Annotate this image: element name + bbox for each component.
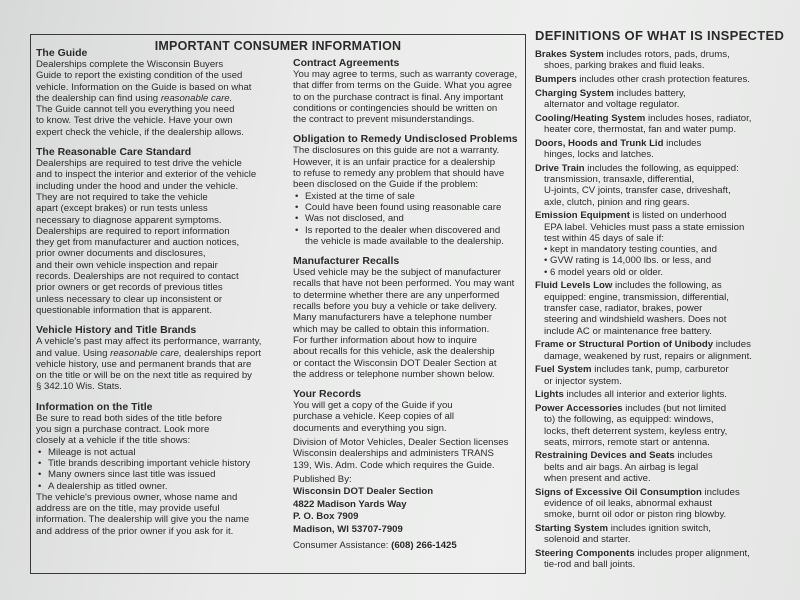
definition-text: includes [701,486,740,498]
title-info-line: you sign a purchase contract. Look more [36,424,210,436]
list-item: • Was not disclosed, and [293,213,521,224]
obligation-line: been disclosed on the Guide if the problem: [293,179,479,191]
records-line: You will get a copy of the Guide if you [293,400,453,412]
definition-text: • kept in mandatory testing counties, and [544,244,717,256]
obligation-line: to refuse to remedy any problem that should have [293,168,505,180]
definitions-list [535,49,790,571]
reasonable-care-italic: reasonable care. [160,92,233,104]
history-line: on the title or will be on the next title as required by [36,370,252,382]
records-line: purchase a vehicle. Keep copies of all [293,411,455,423]
definition-text: includes [674,450,713,462]
definition-first-line [535,339,790,350]
reasonable-care-line: including under the hood and under the vehicle. [36,180,239,192]
records-line: Division of Motor Vehicles, Dealer Section licenses [293,437,509,449]
definition-first-line [535,403,790,414]
definition-term: Cooling/Heating System [535,112,646,124]
definition-term: Fluid Levels Low [535,280,613,292]
definition-text: belts and air bags. An airbag is legal [544,461,699,473]
definition-item [535,74,790,85]
definition-text: steering and windshield washers. Does not [544,314,727,326]
definition-item [535,280,790,336]
definition-term: Drive Train [535,162,585,174]
guide-line: Guide to report the existing condition of the used [36,70,243,82]
definition-term: Power Accessories [535,402,623,414]
title-info-line: and address of the prior owner if you ask for it. [36,525,234,537]
recalls-line: recalls before you buy a vehicle or take delivery. [293,301,498,313]
definition-first-line [535,88,790,99]
definition-item [535,88,790,111]
records-heading: Your Records [293,388,362,401]
definition-first-line [535,210,790,221]
guide-line: Dealerships complete the Wisconsin Buyers [36,59,224,70]
history-heading: Vehicle History and Title Brands [36,324,197,337]
definition-text: includes rotors, pads, drums, [603,49,730,60]
definition-text: test within 45 days of sale if: [544,232,664,244]
records-line: Wisconsin dealerships and administers TRANS [293,448,494,460]
definition-text: solenoid and starter. [544,534,631,546]
guide-line: The Guide cannot tell you everything you need [36,104,235,116]
definition-term: Charging System [535,87,614,99]
reasonable-care-line: prior owner documents and disclosures, [36,248,206,260]
definition-text: transfer case, radiator, brakes, power [544,302,703,314]
definition-first-line [535,389,790,400]
definition-term: Brakes System [535,49,604,60]
publisher-street: 4822 Madison Yards Way [293,498,407,510]
definition-first-line [535,364,790,375]
definition-first-line [535,113,790,124]
recalls-heading: Manufacturer Recalls [293,255,400,268]
recalls-line: the address or telephone number shown below. [293,368,495,380]
reasonable-care-line: apart (except brakes) or run tests unless [36,203,208,215]
definition-first-line [535,138,790,149]
contract-heading: Contract Agreements [293,57,400,69]
definition-text: smoke, burnt oil odor or piston ring blowby. [544,509,727,521]
reasonable-care-italic: reasonable care, [110,347,182,359]
reasonable-care-heading: The Reasonable Care Standard [36,146,192,159]
definition-term: Steering Components [535,548,635,560]
definitions-title: DEFINITIONS OF WHAT IS INSPECTED [535,28,785,43]
contract-line: conditions or contingencies should be written on [293,102,498,114]
definitions-column [535,28,790,573]
list-item: • A dealership as titled owner. [36,481,286,492]
title-info-bullets [36,447,286,492]
definition-text: includes the following, as [612,280,722,292]
reasonable-care-line: They are not required to take the vehicle [36,191,208,203]
history-line-text: dealerships report [181,347,262,359]
title-info-line: address are on the title, may provide useful [36,503,220,515]
definition-text: locks, theft deterrent system, keyless entry, [544,425,728,437]
reasonable-care-line: unless necessary to clear up inconsistent or [36,293,223,305]
definition-first-line [535,280,790,291]
history-line-text: and value. Using [36,347,111,359]
definition-text: or injector system. [544,375,622,387]
definition-text: seats, mirrors, remote start or antenna. [544,436,710,448]
definition-text: includes battery, [613,87,686,99]
reasonable-care-line: they get from manufacturer and auction notices, [36,237,240,249]
history-line: § 342.10 Wis. Stats. [36,381,122,393]
recalls-line: recalls that have not been performed. You may want [293,278,515,290]
publisher-name: Wisconsin DOT Dealer Section [293,486,434,498]
publisher-po-box: P. O. Box 7909 [293,511,359,523]
definition-text: axle, clutch, pinion and ring gears. [544,196,690,208]
guide-line: to know. Test drive the vehicle. Have your own [36,115,233,127]
reasonable-care-line: and their own vehicle inspection and repair [36,259,218,271]
definition-first-line [535,49,790,60]
definition-item [535,49,790,72]
definition-item [535,163,790,208]
reasonable-care-line: Dealerships are required to test drive the vehicle [36,158,242,170]
definition-text: is listed on underhood [629,210,727,222]
obligation-line: However, it is an unfair practice for a dealership [293,156,496,168]
definition-text: alternator and voltage regulator. [544,98,680,110]
definition-text: includes all interior and exterior lights. [563,389,727,401]
definition-item [535,389,790,400]
guide-line [36,93,286,104]
definition-first-line [535,163,790,174]
definition-text: includes other crash protection features. [576,73,750,85]
list-item: • Could have been found using reasonable care [293,202,521,213]
contract-line: that differ from terms on the Guide. What you agree [293,80,512,92]
consumer-assistance-label: Consumer Assistance: [293,540,389,552]
publisher-city: Madison, WI 53707-7909 [293,523,403,535]
reasonable-care-line: prior owners or get records of previous titles [36,282,223,294]
records-line: documents and everything you sign. [293,422,447,434]
title-info-line: closely at a vehicle if the title shows: [36,435,191,447]
consumer-assistance-phone: (608) 266-1425 [391,540,457,552]
definition-text: • 6 model years old or older. [544,266,664,278]
recalls-line: or contact the Wisconsin DOT Dealer Section at [293,357,497,369]
definition-term: Restraining Devices and Seats [535,450,675,462]
list-item: • Title brands describing important vehicle history [36,458,286,469]
definition-text: heater core, thermostat, fan and water pump. [544,123,736,135]
guide-line: vehicle. Information on the Guide is based on what [36,81,252,93]
definition-text: • GVW rating is 14,000 lbs. or less, and [544,255,712,267]
list-item: • Many owners since last title was issued [36,469,286,480]
definition-text: to) the following, as equipped: windows, [544,414,714,426]
consumer-assistance [293,540,521,552]
definition-text: equipped: engine, transmission, differential, [544,291,729,303]
definition-item [535,548,790,571]
definition-text: evidence of oil leaks, abnormal exhaust [544,498,712,510]
title-info-line: information. The dealership will give you the name [36,514,250,526]
definition-text: includes the following, as equipped: [584,162,739,174]
guide-line: expert check the vehicle, if the dealership allows. [36,126,244,138]
definition-text: EPA label. Vehicles must pass a state emission [544,221,745,233]
definition-text: includes tank, pump, carburetor [591,364,729,376]
definition-first-line [535,74,790,85]
list-item: • Is reported to the dealer when discovered and [293,225,521,236]
definition-term: Frame or Structural Portion of Unibody [535,339,714,351]
definition-item [535,339,790,362]
contract-line: the contract to prevent misunderstandings. [293,114,475,126]
list-item: • Existed at the time of sale [293,191,521,202]
contract-line: You may agree to terms, such as warranty coverage, [293,69,518,80]
definition-text: U-joints, CV joints, transfer case, driveshaft, [544,185,731,197]
list-item: • Mileage is not actual [36,447,286,458]
reasonable-care-line: records. Dealerships are not required to contact [36,271,239,283]
recalls-line: to determine whether there are any unperformed [293,289,500,301]
title-info-heading: Information on the Title [36,400,153,413]
definition-item [535,113,790,136]
definition-term: Doors, Hoods and Trunk Lid [535,137,664,149]
definition-item [535,210,790,278]
definition-item [535,403,790,448]
definition-text: tie-rod and ball joints. [544,559,636,571]
definition-first-line [535,487,790,498]
definition-text: damage, weakened by rust, repairs or alignment. [544,350,752,362]
definition-text: includes (but not limited [622,402,727,414]
definition-term: Starting System [535,523,609,535]
guide-line-text: the dealership can find using [36,92,161,104]
definition-text: includes proper alignment, [634,548,750,560]
definition-first-line [535,548,790,559]
recalls-line: Many manufacturers have a telephone number [293,312,492,324]
reasonable-care-line: Dealerships are required to report information [36,225,230,237]
definition-item [535,523,790,546]
reasonable-care-line: necessary to diagnose apparent symptoms. [36,214,222,226]
obligation-bullet-continuation: the vehicle is made available to the dealership. [305,235,504,247]
definition-text: includes ignition switch, [608,523,711,535]
history-line: vehicle history, use and permanent brands that are [36,358,252,370]
definition-text: includes [713,339,751,351]
recalls-line: about recalls for this vehicle, ask the dealership [293,346,495,358]
definition-item [535,138,790,161]
definition-term: Fuel System [535,364,592,376]
reasonable-care-line: and to inspect the interior and exterior of the vehicle [36,169,257,181]
definition-text: include AC or maintenance free battery. [544,325,712,337]
definition-first-line [535,450,790,461]
history-line: A vehicle's past may affect its performance, warranty, [36,336,262,348]
reasonable-care-line: questionable information that is apparent. [36,304,212,316]
consumer-left-column [36,45,286,537]
definition-text: includes hoses, radiator, [645,112,752,124]
records-line: 139, Wis. Adm. Code which requires the Guide. [293,459,495,471]
definition-term: Emission Equipment [535,210,630,222]
definition-text: hinges, locks and latches. [544,148,654,160]
definition-term: Bumpers [535,73,577,85]
title-info-line: The vehicle's previous owner, whose name and [36,491,238,503]
title-info-line: Be sure to read both sides of the title before [36,412,223,424]
consumer-information-box [30,34,526,574]
definition-first-line [535,523,790,534]
definition-text: when present and active. [544,473,651,485]
definition-term: Lights [535,389,564,401]
recalls-line: Used vehicle may be the subject of manufacturer [293,267,501,279]
recalls-line: For further information about how to inquire [293,334,477,346]
obligation-line: The disclosures on this guide are not a warranty. [293,145,500,157]
history-line [36,348,286,359]
consumer-middle-column [293,55,521,562]
definition-item [535,450,790,484]
obligation-heading: Obligation to Remedy Undisclosed Problems [293,133,518,146]
definition-item [535,364,790,387]
definition-text: transmission, transaxle, differential, [544,173,695,185]
recalls-line: which may be called to obtain this information. [293,323,490,335]
guide-heading: The Guide [36,47,88,59]
definition-term: Signs of Excessive Oil Consumption [535,486,702,498]
consumer-info-title: IMPORTANT CONSUMER INFORMATION [154,39,402,53]
contract-line: to on the purchase contract is final. Any important [293,91,504,103]
definition-item [535,487,790,521]
definition-text: includes [663,137,702,149]
published-by-label: Published By: [293,473,352,485]
obligation-bullets [293,191,521,236]
definition-text: shoes, parking brakes and fluid leaks. [544,60,705,72]
